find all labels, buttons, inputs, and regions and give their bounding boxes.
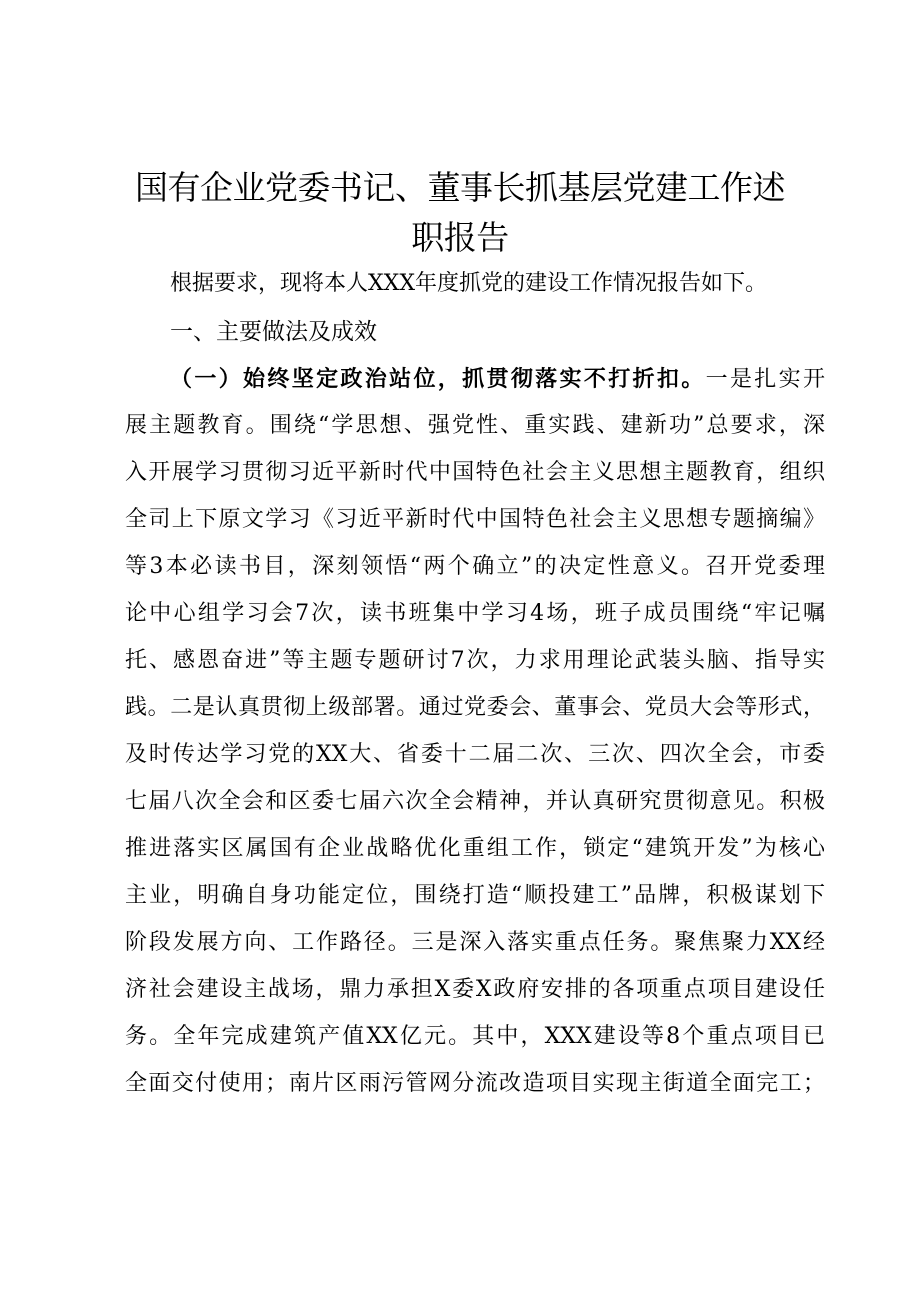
- intro-paragraph: 根据要求，现将本人XXX年度抓党的建设工作情况报告如下。: [170, 271, 767, 296]
- body-line: 展主题教育。围绕“学思想、强党性、重实践、建新功”总要求，深: [125, 413, 825, 438]
- body-line: 济社会建设主战场，鼎力承担X委X政府安排的各项重点项目建设任: [125, 977, 825, 1002]
- body-line: 等3本必读书目，深刻领悟“两个确立”的决定性意义。召开党委理: [125, 554, 825, 579]
- document-title-line-1: 国有企业党委书记、董事长抓基层党建工作述: [135, 168, 785, 207]
- body-line: 全面交付使用；南片区雨污管网分流改造项目实现主街道全面完工；: [125, 1071, 825, 1096]
- body-line: 务。全年完成建筑产值XX亿元。其中，XXX建设等8个重点项目已: [125, 1024, 825, 1049]
- body-line: 入开展学习贯彻习近平新时代中国特色社会主义思想主题教育，组织: [125, 460, 825, 485]
- body-line: 主业，明确自身功能定位，围绕打造“顺投建工”品牌，积极谋划下: [125, 883, 825, 908]
- body-line: 践。二是认真贯彻上级部署。通过党委会、董事会、党员大会等形式，: [125, 695, 825, 720]
- section-heading: 一、主要做法及成效: [170, 319, 377, 345]
- body-line: 托、感恩奋进”等主题专题研讨7次，力求用理论武装头脑、指导实: [125, 648, 825, 673]
- document-title-line-2: 职报告: [411, 218, 509, 257]
- body-line: 阶段发展方向、工作路径。三是深入落实重点任务。聚焦聚力XX经: [125, 930, 825, 955]
- body-line: 推进落实区属国有企业战略优化重组工作，锁定“建筑开发”为核心: [125, 836, 825, 861]
- body-line: 论中心组学习会7次，读书班集中学习4场，班子成员围绕“牢记嘱: [125, 601, 825, 626]
- body-line: 七届八次全会和区委七届六次全会精神，并认真研究贯彻意见。积极: [125, 789, 825, 814]
- body-line: 全司上下原文学习《习近平新时代中国特色社会主义思想专题摘编》: [125, 507, 825, 532]
- paragraph-first-line-text: 一是扎实开: [705, 367, 825, 392]
- paragraph-first-line: [170, 366, 825, 393]
- subsection-heading: （一）始终坚定政治站位，抓贯彻落实不打折扣。: [170, 366, 706, 392]
- body-line: 及时传达学习党的XX大、省委十二届二次、三次、四次全会，市委: [125, 742, 825, 767]
